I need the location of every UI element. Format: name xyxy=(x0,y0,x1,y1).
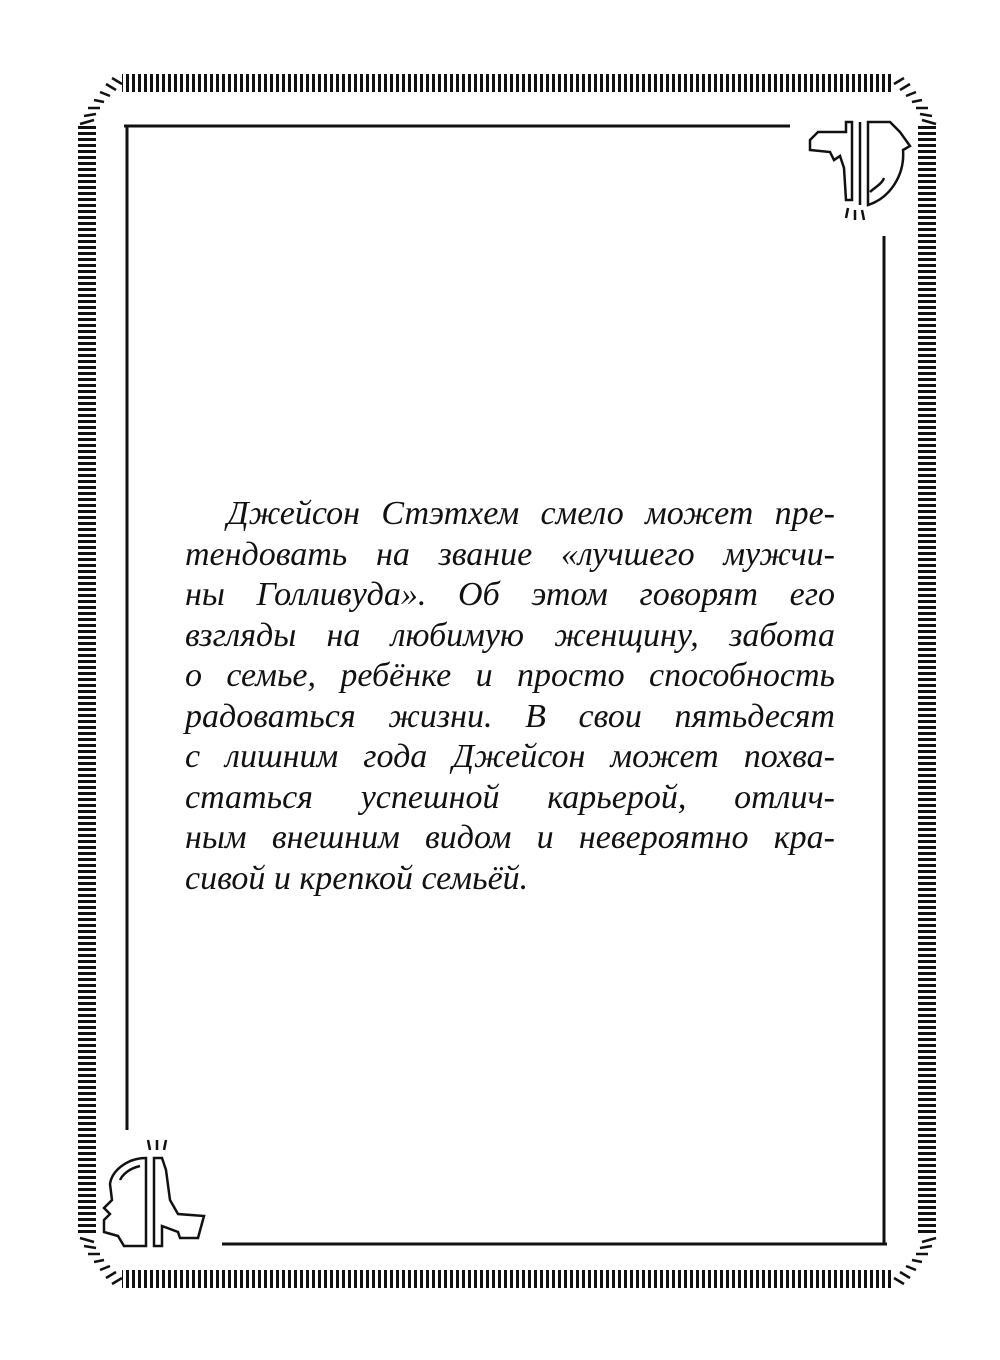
profile-head-icon-top-right xyxy=(810,122,910,220)
corner-arc-top-right xyxy=(894,78,936,124)
paragraph-line: радоваться жизни. В свои пятьдесят xyxy=(185,697,835,735)
paragraph-line: тендовать на звание «лучшего мужчи- xyxy=(185,535,835,573)
outer-border-right xyxy=(918,124,936,1234)
paragraph-line: ны Голливуда». Об этом говорят его xyxy=(185,576,835,613)
corner-arc-bottom-right xyxy=(894,1238,936,1284)
corner-arc-top-left xyxy=(80,78,122,124)
main-paragraph xyxy=(185,494,835,899)
paragraph-line: сивой и крепкой семьёй. xyxy=(185,859,529,897)
outer-border-top xyxy=(122,74,894,92)
corner-arc-bottom-left xyxy=(80,1238,122,1284)
outer-border-left xyxy=(78,124,96,1234)
profile-head-icon-bottom-left xyxy=(104,1140,204,1246)
paragraph-line: с лишним года Джейсон может похва- xyxy=(185,738,835,775)
outer-border-bottom xyxy=(122,1270,894,1288)
paragraph-line: о семье, ребёнке и просто способность xyxy=(185,657,835,694)
paragraph-line: взгляды на любимую женщину, забота xyxy=(185,616,835,654)
paragraph-line: ным внешним видом и невероятно кра- xyxy=(185,819,835,856)
paragraph-line: Джейсон Стэтхем смело может пре- xyxy=(227,495,835,532)
paragraph-line: статься успешной карьерой, отлич- xyxy=(185,778,835,816)
